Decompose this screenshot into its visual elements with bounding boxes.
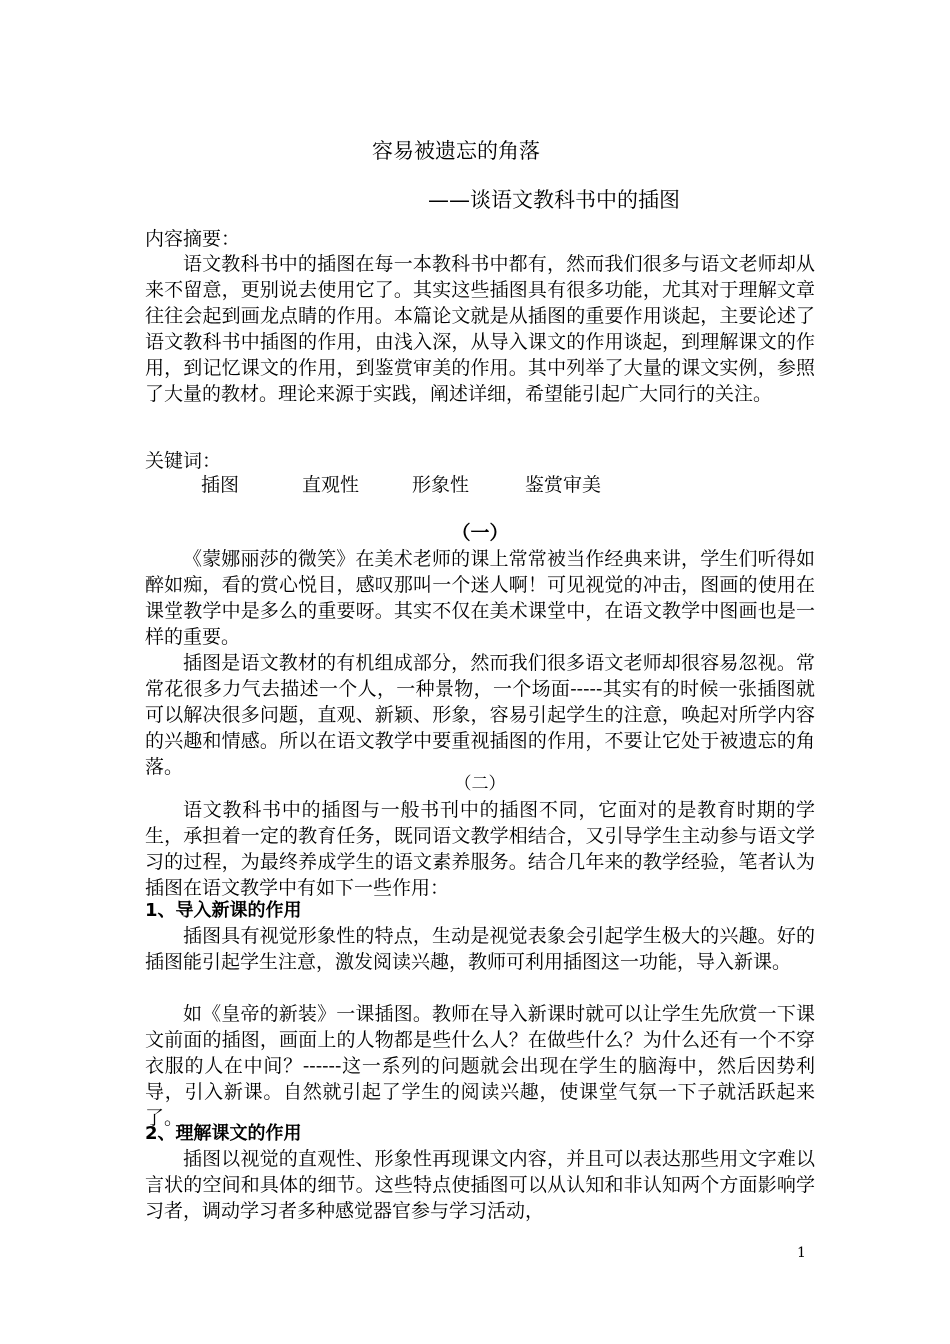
section1-paragraph-2: 插图是语文教材的有机组成部分，然而我们很多语文老师却很容易忽视。常常花很多力气去描述一个人，一种景物，一个场面-----其实有的时候一张插图就可以解决很多问题，直观、新颖、形象，容易引起学生的注意，唤起对所学内容的兴趣和情感。所以在语文教学中要重视插图的作用，不要让它处于被遗忘的角落。: [145, 652, 815, 778]
subsection1-paragraph-1: 插图具有视觉形象性的特点，生动是视觉表象会引起学生极大的兴趣。好的插图能引起学生注意，激发阅读兴趣，教师可利用插图这一功能，导入新课。: [145, 925, 815, 973]
keyword-item: 形象性: [412, 474, 470, 496]
subheading-1: 1、导入新课的作用: [145, 900, 302, 921]
document-title: 容易被遗忘的角落: [372, 139, 540, 163]
abstract-text: 语文教科书中的插图在每一本教科书中都有，然而我们很多与语文老师却从来不留意，更别说去使用它了。其实这些插图具有很多功能，尤其对于理解文章往往会起到画龙点睛的作用。本篇论文就是从插图的重要作用谈起，主要论述了语文教科书中插图的作用，由浅入深，从导入课文的作用谈起，到理解课文的作用，到记忆课文的作用，到鉴赏审美的作用。其中列举了大量的课文实例，参照了大量的教材。理论来源于实践，阐述详细，希望能引起广大同行的关注。: [145, 253, 815, 405]
section1-paragraph-1: 《蒙娜丽莎的微笑》在美术老师的课上常常被当作经典来讲，学生们听得如醉如痴，看的赏心悦目，感叹那叫一个迷人啊！可见视觉的冲击，图画的使用在课堂教学中是多么的重要呀。其实不仅在美术课堂中，在语文教学中图画也是一样的重要。: [145, 548, 815, 648]
abstract-label: 内容摘要：: [145, 228, 241, 250]
document-subtitle: ——谈语文教科书中的插图: [428, 188, 680, 212]
page-number: 1: [797, 1245, 806, 1261]
keyword-item: 鉴赏审美: [525, 474, 602, 496]
keywords-label: 关键词：: [145, 450, 222, 472]
keyword-item: 直观性: [302, 474, 360, 496]
section-heading-1: （一）: [451, 522, 509, 544]
section-heading-2: （二）: [454, 774, 506, 794]
subsection2-paragraph-1: 插图以视觉的直观性、形象性再现课文内容，并且可以表达那些用文字难以言状的空间和具体的细节。这些特点使插图可以从认知和非认知两个方面影响学习者，调动学习者多种感觉器官参与学习活动，: [145, 1148, 815, 1222]
subheading-2: 2、理解课文的作用: [145, 1123, 302, 1144]
section2-paragraph-1: 语文教科书中的插图与一般书刊中的插图不同，它面对的是教育时期的学生，承担着一定的教育任务，既同语文教学相结合，又引导学生主动参与语文学习的过程，为最终养成学生的语文素养服务。结合几年来的教学经验，笔者认为插图在语文教学中有如下一些作用：: [145, 799, 815, 899]
keyword-item: 插图: [201, 474, 240, 496]
subsection1-paragraph-2: 如《皇帝的新装》一课插图。教师在导入新课时就可以让学生先欣赏一下课文前面的插图，画面上的人物都是些什么人？在做些什么？为什么还有一个不穿衣服的人在中间？------这一系列的问题就会出现在学生的脑海中，然后因势利导，引入新课。自然就引起了学生的阅读兴趣，使课堂气氛一下子就活跃起来了。: [145, 1003, 815, 1129]
